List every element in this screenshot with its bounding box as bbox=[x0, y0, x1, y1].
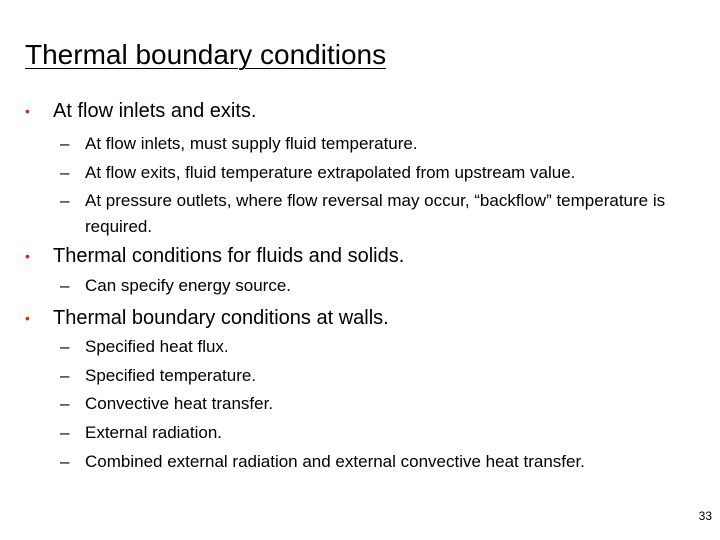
bullet-text: Thermal boundary conditions at walls. bbox=[53, 307, 389, 329]
slide-title: Thermal boundary conditions bbox=[25, 39, 387, 70]
dash-icon: – bbox=[60, 191, 70, 210]
sub-bullet-text: Convective heat transfer. bbox=[85, 394, 274, 413]
dash-icon: – bbox=[60, 276, 70, 295]
dash-icon: – bbox=[60, 394, 70, 413]
sub-bullet-text: Specified heat flux. bbox=[85, 337, 229, 356]
dash-icon: – bbox=[60, 163, 70, 182]
bullet-icon: • bbox=[25, 248, 30, 264]
dash-icon: – bbox=[60, 366, 70, 385]
bullet-icon: • bbox=[25, 103, 30, 119]
sub-bullet-text: At flow exits, fluid temperature extrapolated from upstream value. bbox=[85, 163, 576, 182]
dash-icon: – bbox=[60, 423, 70, 442]
sub-bullet-text: External radiation. bbox=[85, 423, 223, 442]
dash-icon: – bbox=[60, 134, 70, 153]
sub-bullet-text: At flow inlets, must supply fluid temperature. bbox=[85, 134, 418, 153]
dash-icon: – bbox=[60, 452, 70, 471]
dash-icon: – bbox=[60, 337, 70, 356]
sub-bullet-text: At pressure outlets, where flow reversal may occur, “backflow” temperature is required. bbox=[85, 191, 666, 236]
bullet-icon: • bbox=[25, 310, 30, 326]
bullet-text: At flow inlets and exits. bbox=[53, 100, 257, 122]
bullet-text: Thermal conditions for fluids and solids. bbox=[53, 245, 405, 267]
sub-bullet-text: Combined external radiation and external convective heat transfer. bbox=[85, 452, 585, 471]
sub-bullet-text: Can specify energy source. bbox=[85, 276, 291, 295]
page-number: 33 bbox=[698, 509, 712, 523]
sub-bullet-text: Specified temperature. bbox=[85, 366, 257, 385]
